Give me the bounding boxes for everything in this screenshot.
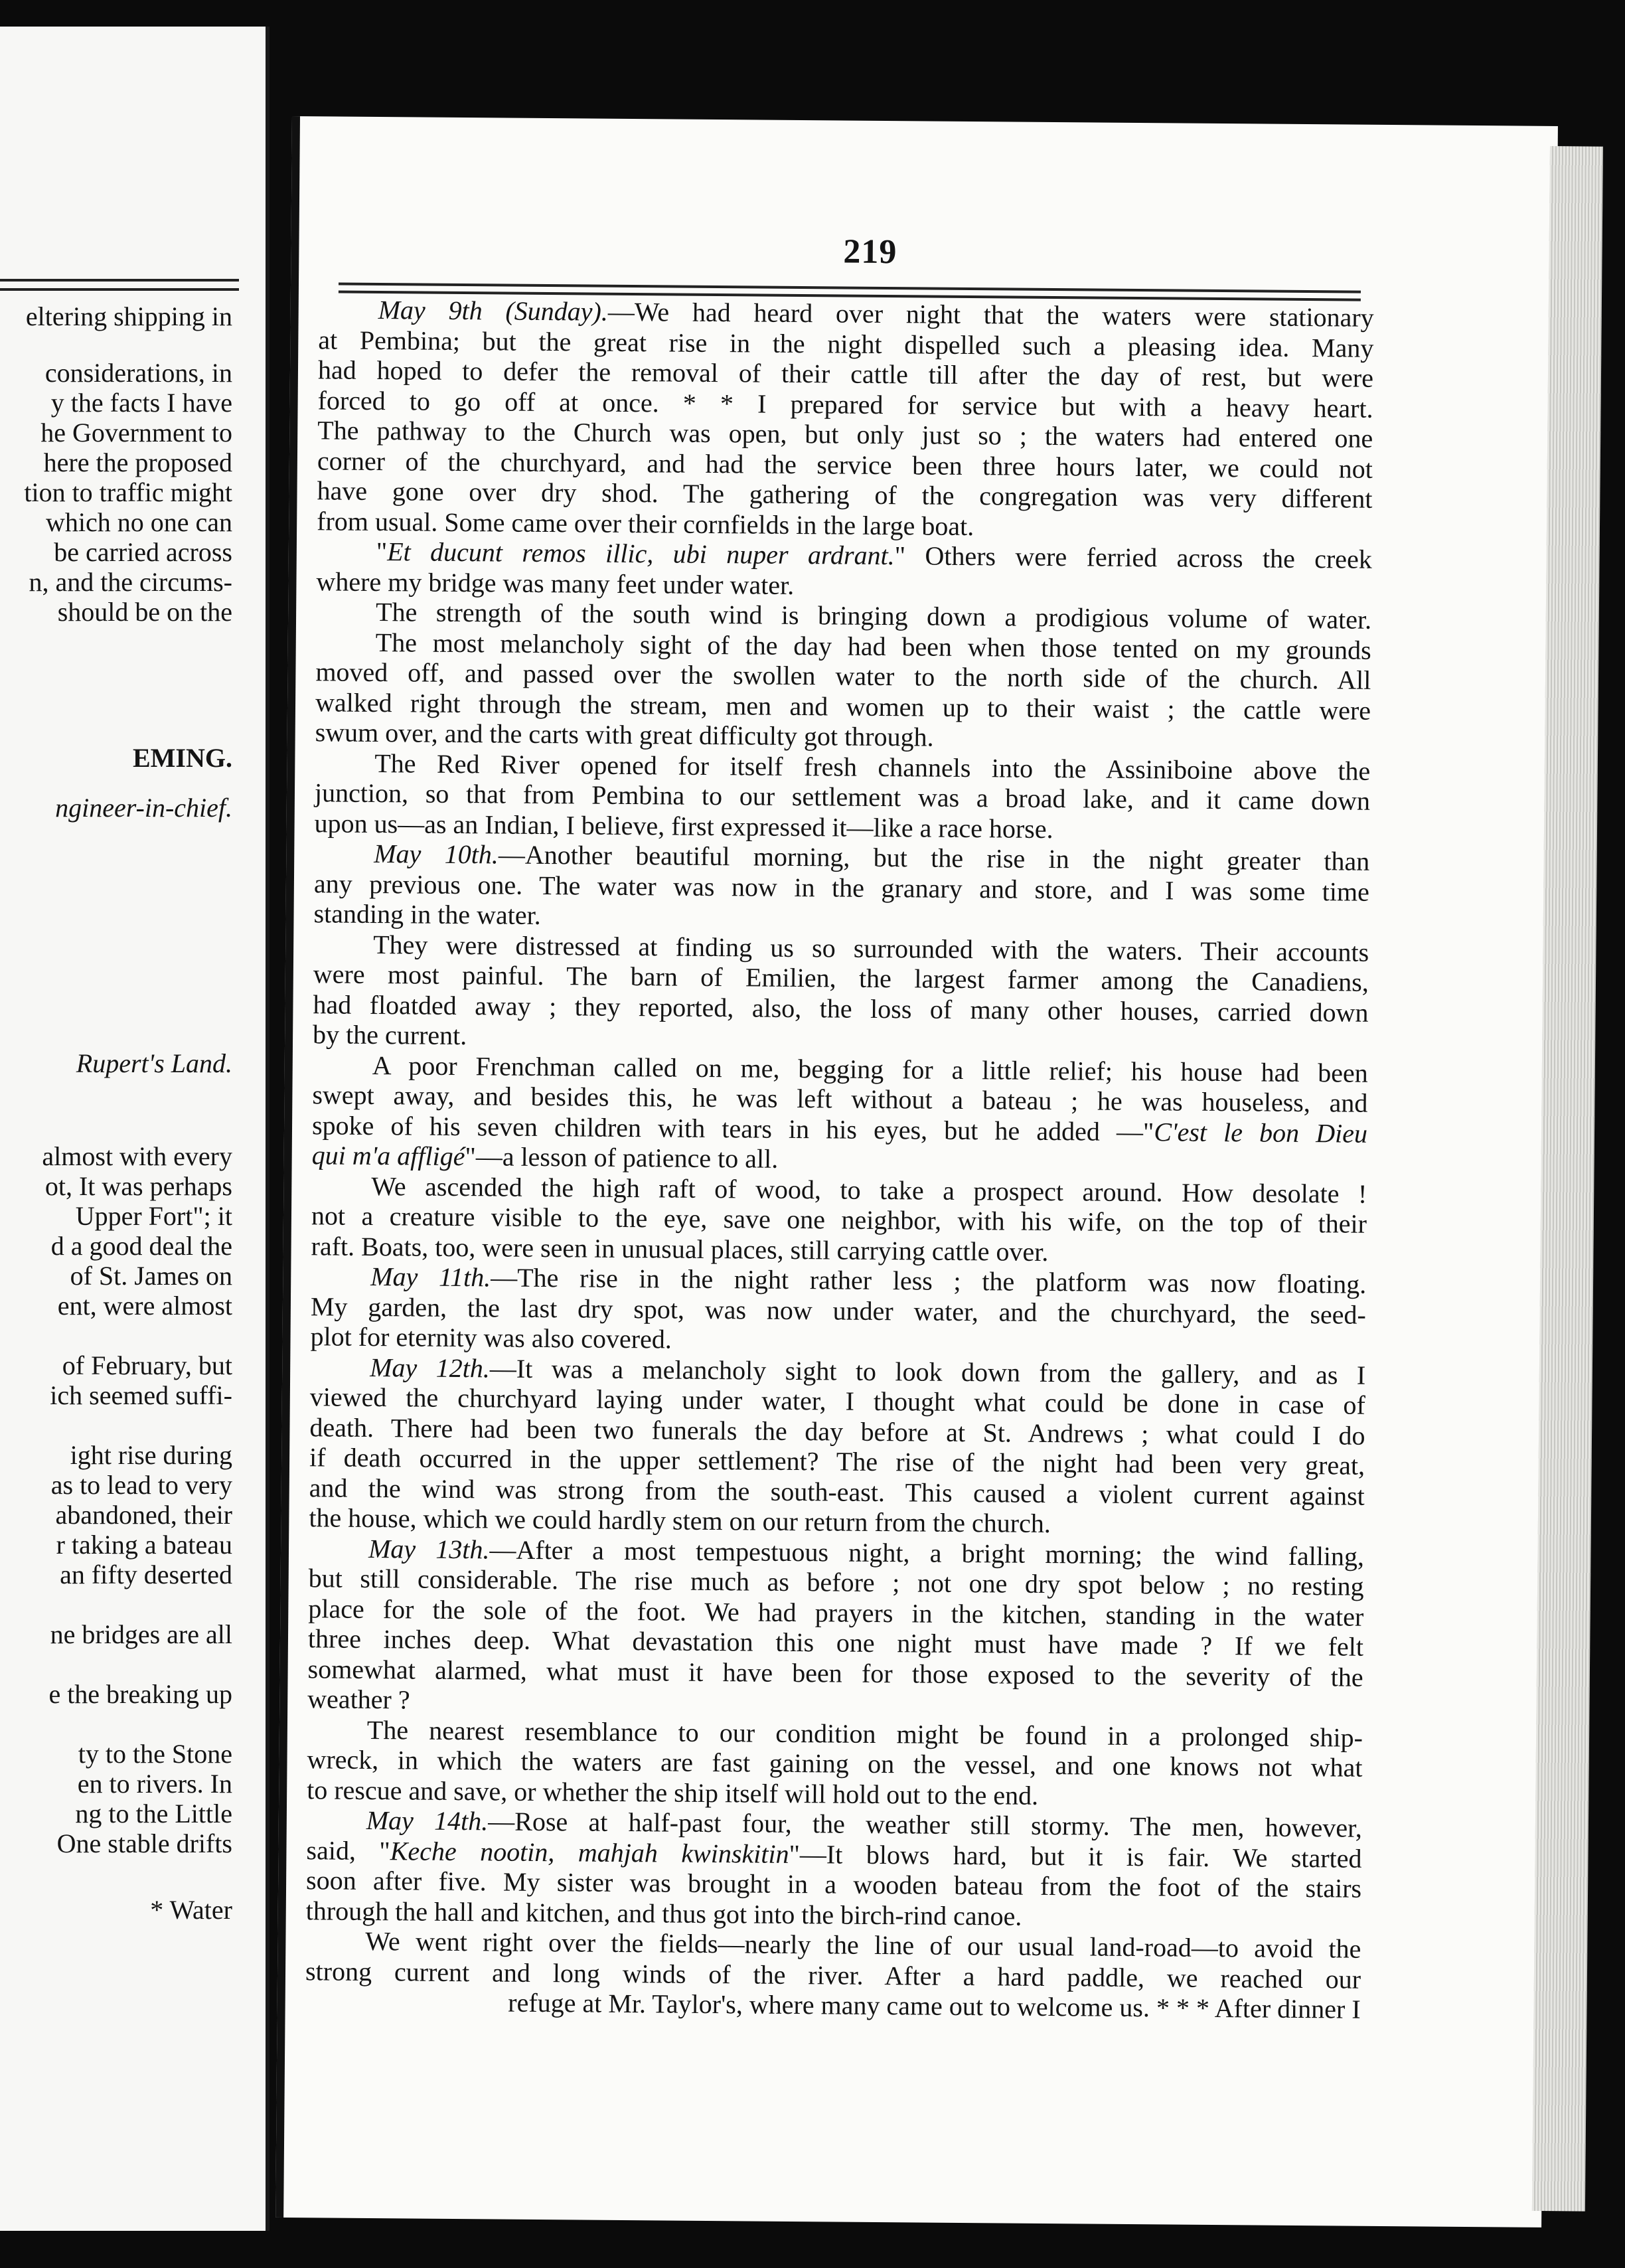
text-run: moved off, and passed over the swollen water to the north side of the church. All bbox=[315, 657, 1371, 695]
left-text-line: One stable drifts bbox=[56, 1828, 232, 1858]
left-text-line: * Water bbox=[150, 1895, 232, 1925]
text-run: The Red River opened for itself fresh channels into the Assiniboine above the bbox=[374, 748, 1371, 786]
left-text-line: eltering shipping in bbox=[25, 301, 232, 331]
text-run: standing in the water. bbox=[313, 898, 541, 930]
text-run: not a creature visible to the eye, save one neighbor, with his wife, on the top of their bbox=[311, 1200, 1367, 1239]
text-run: corner of the churchyard, and had the service been three hours later, we could not bbox=[317, 445, 1373, 484]
text-run: —It was a melancholy sight to look down from the gallery, and as I bbox=[489, 1352, 1366, 1390]
right-page bbox=[275, 116, 1558, 2228]
text-run: were most painful. The barn of Emilien, the largest farmer among the Canadiens, bbox=[313, 959, 1369, 997]
text-run: forced to go off at once. * * I prepared for service but with a heavy heart. bbox=[317, 384, 1373, 424]
left-text-line: en to rivers. In bbox=[77, 1769, 232, 1799]
text-run: where my bridge was many feet under water. bbox=[316, 566, 795, 600]
left-text-line: of St. James on bbox=[70, 1261, 232, 1291]
text-run: " Others were ferried across the creek bbox=[894, 540, 1372, 574]
text-run: —Rose at half-past four, the weather still stormy. The men, however, bbox=[488, 1806, 1362, 1843]
left-text-line: ot, It was perhaps bbox=[44, 1171, 232, 1201]
italic-text: May 12th. bbox=[370, 1352, 491, 1383]
text-run: We went right over the fields—nearly the line of our usual land-road—to avoid the bbox=[365, 1925, 1361, 1964]
left-text-line: almost with every bbox=[42, 1141, 232, 1171]
text-run: upon us—as an Indian, I believe, first expressed it—like a race horse. bbox=[314, 807, 1053, 844]
body-text bbox=[305, 294, 1374, 2024]
text-run: had floatded away ; they reported, also, the loss of many other houses, carried down bbox=[313, 989, 1369, 1028]
left-text-line: y the facts I have bbox=[50, 388, 232, 418]
text-run: The most melancholy sight of the day had been when those tented on my grounds bbox=[375, 627, 1371, 665]
text-run: The pathway to the Church was open, but only just so ; the waters had entered one bbox=[317, 415, 1373, 453]
text-run: had hoped to defer the removal of their cattle till after the day of rest, but were bbox=[317, 355, 1374, 393]
left-text-line: ngineer-in-chief. bbox=[55, 793, 232, 823]
text-run: the house, which we could hardly stem on our return from the church. bbox=[309, 1502, 1051, 1539]
left-text-line: ng to the Little bbox=[75, 1799, 232, 1828]
left-text-line: he Government to bbox=[40, 418, 232, 447]
left-text-line: Upper Fort"; it bbox=[75, 1201, 232, 1231]
italic-text: qui m'a affligé bbox=[311, 1140, 465, 1172]
text-run: —Another beautiful morning, but the rise in the night greater than bbox=[498, 839, 1370, 876]
left-text-line: ent, were almost bbox=[57, 1291, 232, 1321]
text-run: weather ? bbox=[307, 1684, 410, 1715]
text-run: —After a most tempestuous night, a bright morning; the wind falling, bbox=[489, 1534, 1365, 1572]
left-text-line: be carried across bbox=[54, 537, 232, 567]
text-run: through the hall and kitchen, and thus got into the birch-rind canoe. bbox=[305, 1895, 1022, 1931]
text-run: three inches deep. What devastation this one night must have made ? If we felt bbox=[307, 1623, 1364, 1662]
left-text-line: ich seemed suffi- bbox=[50, 1380, 232, 1410]
text-run: junction, so that from Pembina to our settlement was a broad lake, and it came down bbox=[314, 777, 1371, 816]
italic-text: May 10th. bbox=[374, 839, 499, 870]
text-run: " bbox=[376, 536, 388, 567]
text-run: "—It blows hard, but it is fair. We started bbox=[789, 1838, 1362, 1874]
left-text-line: ne bridges are all bbox=[50, 1619, 232, 1649]
text-run: but still considerable. The rise much as before ; not one dry spot below ; no resting bbox=[308, 1563, 1364, 1601]
text-run: We ascended the high raft of wood, to take a prospect around. How desolate ! bbox=[371, 1171, 1367, 1209]
text-run: wreck, in which the waters are fast gaining on the vessel, and one knows not what bbox=[307, 1744, 1363, 1783]
text-run: —The rise in the night rather less ; the platform was now floating. bbox=[491, 1262, 1367, 1299]
left-text-line: ight rise during bbox=[70, 1440, 232, 1470]
left-text-line: ty to the Stone bbox=[78, 1739, 232, 1769]
text-run: swept away, and besides this, he was left without a bateau ; he was houseless, and bbox=[312, 1080, 1368, 1118]
text-run: any previous one. The water was now in the granary and store, and I was some time bbox=[313, 868, 1370, 907]
italic-text: Et ducunt remos illic, ubi nuper ardrant. bbox=[387, 536, 895, 571]
left-text-line: r taking a bateau bbox=[56, 1530, 232, 1560]
text-run: "—a lesson of patience to all. bbox=[465, 1141, 779, 1174]
text-run: place for the sole of the foot. We had prayers in the kitchen, standing in the water bbox=[308, 1593, 1364, 1632]
text-run: to rescue and save, or whether the ship itself will hold out to the end. bbox=[307, 1774, 1039, 1811]
left-text-line: tion to traffic might bbox=[24, 477, 232, 507]
text-run: from usual. Some came over their cornfields in the large boat. bbox=[317, 505, 974, 541]
left-text-line: d a good deal the bbox=[50, 1231, 232, 1261]
text-run: The nearest resemblance to our condition might be found in a prolonged ship- bbox=[366, 1714, 1363, 1753]
left-text-line: an fifty deserted bbox=[60, 1560, 232, 1589]
italic-text: Keche nootin, mahjah kwinskitin bbox=[390, 1835, 789, 1869]
italic-text: May 13th. bbox=[368, 1533, 490, 1564]
text-run: A poor Frenchman called on me, begging for a little relief; his house had been bbox=[372, 1050, 1368, 1088]
left-text-line: of February, but bbox=[62, 1350, 232, 1380]
text-run: by the current. bbox=[312, 1019, 467, 1051]
text-run: refuge at Mr. Taylor's, where many came out to welcome us. * * * After dinner I bbox=[508, 1987, 1361, 2024]
left-text-line: EMING. bbox=[133, 743, 232, 773]
left-text-line: Rupert's Land. bbox=[76, 1048, 232, 1078]
left-text-line: as to lead to very bbox=[50, 1470, 232, 1500]
left-text-line: should be on the bbox=[57, 597, 232, 627]
left-text-line: which no one can bbox=[45, 507, 232, 537]
text-run: walked right through the stream, men and women up to their waist ; the cattle were bbox=[315, 687, 1371, 726]
text-run: The strength of the south wind is bringing down a prodigious volume of water. bbox=[375, 597, 1372, 635]
text-run: —We had heard over night that the waters were stationary bbox=[607, 296, 1374, 333]
text-run: They were distressed at finding us so surrounded with the waters. Their accounts bbox=[373, 929, 1369, 967]
italic-text: C'est le bon Dieu bbox=[1154, 1116, 1368, 1149]
text-run: if death occurred in the upper settlement? The rise of the night had been very great, bbox=[309, 1442, 1365, 1481]
italic-text: May 14th. bbox=[366, 1805, 489, 1836]
text-run: spoke of his seven children with tears in his eyes, but he added —" bbox=[311, 1109, 1154, 1147]
italic-text: May 9th (Sunday). bbox=[378, 295, 609, 327]
italic-text: May 11th. bbox=[370, 1261, 491, 1293]
left-text-line: abandoned, their bbox=[55, 1500, 232, 1530]
text-run: somewhat alarmed, what must it have been for those exposed to the severity of the bbox=[307, 1653, 1363, 1692]
text-run: strong current and long winds of the river. After a hard paddle, we reached our bbox=[305, 1955, 1361, 1994]
text-run: plot for eternity was also covered. bbox=[310, 1321, 672, 1354]
text-run: viewed the churchyard laying under water, I thought what could be done in case of bbox=[309, 1382, 1365, 1420]
left-header-rule bbox=[0, 279, 239, 297]
left-text-line: considerations, in bbox=[44, 358, 232, 388]
text-run: have gone over dry shod. The gathering of the congregation was very different bbox=[317, 475, 1373, 514]
text-run: said, " bbox=[306, 1834, 390, 1866]
text-run: and the wind was strong from the south-east. This caused a violent current against bbox=[309, 1472, 1365, 1511]
text-run: death. There had been two funerals the day before at St. Andrews ; what could I do bbox=[309, 1412, 1365, 1451]
text-run: raft. Boats, too, were seen in unusual places, still carrying cattle over. bbox=[311, 1230, 1049, 1267]
page-number: 219 bbox=[843, 232, 897, 272]
text-run: My garden, the last dry spot, was now under water, and the churchyard, the seed- bbox=[310, 1291, 1367, 1330]
text-run: soon after five. My sister was brought in a wooden bateau from the foot of the stairs bbox=[305, 1865, 1362, 1903]
left-page bbox=[0, 27, 270, 2231]
left-text-line: e the breaking up bbox=[48, 1679, 232, 1709]
text-run: swum over, and the carts with great difficulty got through. bbox=[315, 717, 934, 752]
text-run: at Pembina; but the great rise in the night dispelled such a pleasing idea. Many bbox=[318, 324, 1374, 363]
left-text-line: n, and the circums- bbox=[29, 567, 232, 597]
left-text-line: here the proposed bbox=[43, 447, 232, 477]
